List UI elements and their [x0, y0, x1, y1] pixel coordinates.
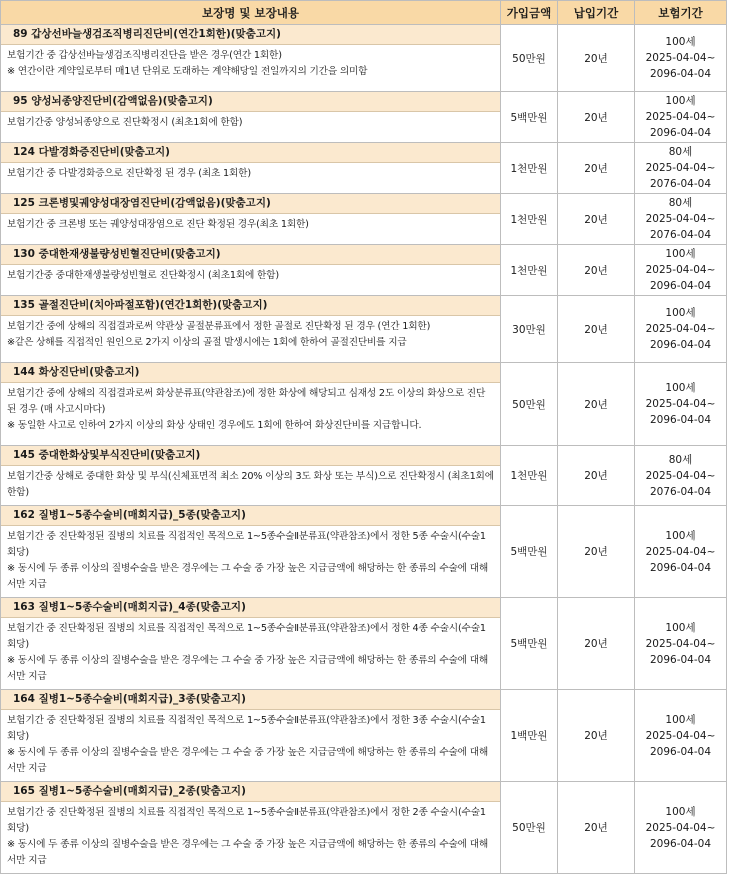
amount-cell: 30만원	[501, 296, 558, 363]
coverage-cell	[1, 92, 501, 143]
coverage-text-line: 보험기간중 양성뇌종양으로 진단확정시 (최초1회에 한함)	[7, 117, 243, 128]
coverage-text-line: 보험기간 중 진단확정된 질병의 치료를 직접적인 목적으로 1~5종수술Ⅱ분류표(약관참조)에서 정한 4종 수술시(수술1회당)	[7, 623, 486, 650]
coverage-title: 164 질병1~5종수술비(매회지급)_3종(맞춤고지)	[1, 690, 500, 710]
period-age: 100세	[665, 713, 696, 726]
amount-cell: 1천만원	[501, 143, 558, 194]
period-end: 2096-04-04	[649, 653, 712, 666]
coverage-title: 163 질병1~5종수술비(매회지급)_4종(맞춤고지)	[1, 598, 500, 618]
period-age: 80세	[668, 197, 693, 209]
coverage-cell	[1, 245, 501, 296]
coverage-content	[1, 802, 500, 873]
table-row	[1, 143, 727, 194]
coverage-content	[1, 466, 500, 505]
coverage-note-line: ※ 동시에 두 종류 이상의 질병수술을 받은 경우에는 그 수술 중 가장 높은 지급금액에 해당하는 한 종류의 수술에 대해서만 지급	[7, 563, 489, 590]
coverage-cell	[1, 782, 501, 874]
insurance-period-cell	[635, 296, 727, 363]
period-age: 100세	[665, 529, 696, 542]
table-row	[1, 194, 727, 245]
payment-period-cell: 20년	[558, 92, 635, 143]
period-start: 2025-04-04~	[645, 821, 716, 834]
period-start: 2025-04-04~	[645, 729, 716, 742]
period-end: 2096-04-04	[649, 127, 712, 139]
table-row	[1, 363, 727, 446]
coverage-text-line: 보험기간중 상해로 중대한 화상 및 부식(신체표면적 최소 20% 이상의 3도 화상 또는 부식)으로 진단확정시 (최초1회에 한함)	[7, 471, 494, 498]
header-subscription-amount: 가입금액	[501, 1, 558, 25]
period-age: 80세	[668, 453, 693, 466]
period-start: 2025-04-04~	[645, 469, 716, 482]
period-start: 2025-04-04~	[645, 323, 716, 335]
insurance-period-cell	[635, 598, 727, 690]
period-age: 80세	[668, 146, 693, 158]
coverage-note-line: ※ 동시에 두 종류 이상의 질병수술을 받은 경우에는 그 수술 중 가장 높은 지급금액에 해당하는 한 종류의 수술에 대해서만 지급	[7, 655, 489, 682]
payment-period-cell: 20년	[558, 245, 635, 296]
table-row	[1, 690, 727, 782]
coverage-title: 135 골절진단비(치아파절포함)(연간1회한)(맞춤고지)	[1, 296, 500, 316]
table-body	[1, 25, 727, 874]
coverage-title: 144 화상진단비(맞춤고지)	[1, 363, 500, 383]
table-row	[1, 245, 727, 296]
payment-period-cell: 20년	[558, 506, 635, 598]
amount-cell: 50만원	[501, 782, 558, 874]
table-row	[1, 506, 727, 598]
table-row	[1, 446, 727, 506]
coverage-note-line: ※ 동시에 두 종류 이상의 질병수술을 받은 경우에는 그 수술 중 가장 높은 지급금액에 해당하는 한 종류의 수술에 대해서만 지급	[7, 747, 489, 774]
insurance-period-cell	[635, 25, 727, 92]
amount-cell: 5백만원	[501, 598, 558, 690]
payment-period-cell: 20년	[558, 143, 635, 194]
payment-period-cell: 20년	[558, 363, 635, 446]
coverage-cell	[1, 194, 501, 245]
amount-cell: 5백만원	[501, 506, 558, 598]
coverage-content	[1, 45, 500, 84]
header-coverage-description: 보장명 및 보장내용	[1, 1, 501, 25]
period-end: 2096-04-04	[649, 68, 712, 80]
coverage-text-line: 보험기간 중 진단확정된 질병의 치료를 직접적인 목적으로 1~5종수술Ⅱ분류표(약관참조)에서 정한 5종 수술시(수술1회당)	[7, 531, 486, 558]
table-header-row	[1, 1, 727, 25]
period-age: 100세	[665, 36, 696, 48]
coverage-note-line: ※ 연간이란 계약일로부터 매1년 단위로 도래하는 계약해당일 전일까지의 기간을 의미함	[7, 66, 368, 77]
coverage-text-line: 보험기간 중에 상해의 직접결과로써 약관상 골절분류표에서 정한 골절로 진단확정 된 경우 (연간 1회한)	[7, 321, 431, 332]
table-row	[1, 598, 727, 690]
period-age: 100세	[665, 382, 696, 394]
period-start: 2025-04-04~	[645, 264, 716, 276]
insurance-period-cell	[635, 194, 727, 245]
coverage-text-line: 보험기간 중에 상해의 직접결과로써 화상분류표(약관참조)에 정한 화상에 해당되고 심재성 2도 이상의 화상으로 진단된 경우 (매 사고시마다)	[7, 388, 486, 415]
amount-cell: 1천만원	[501, 245, 558, 296]
insurance-period-cell	[635, 143, 727, 194]
coverage-title: 130 중대한재생불량성빈혈진단비(맞춤고지)	[1, 245, 500, 265]
coverage-cell	[1, 25, 501, 92]
period-end: 2076-04-04	[649, 229, 712, 241]
period-age: 100세	[665, 307, 696, 319]
insurance-period-cell	[635, 690, 727, 782]
period-age: 100세	[665, 621, 696, 634]
period-age: 100세	[665, 805, 696, 818]
payment-period-cell: 20년	[558, 446, 635, 506]
coverage-text-line: 보험기간 중 진단확정된 질병의 치료를 직접적인 목적으로 1~5종수술Ⅱ분류표(약관참조)에서 정한 2종 수술시(수술1회당)	[7, 807, 486, 834]
coverage-text-line: 보험기간중 중대한재생불량성빈혈로 진단확정시 (최초1회에 한함)	[7, 270, 279, 281]
coverage-note-line: ※같은 상해를 직접적인 원인으로 2가지 이상의 골절 발생시에는 1회에 한하여 골절진단비를 지급	[7, 337, 407, 348]
payment-period-cell: 20년	[558, 25, 635, 92]
coverage-title: 124 다발경화증진단비(맞춤고지)	[1, 143, 500, 163]
amount-cell: 1천만원	[501, 446, 558, 506]
amount-cell: 50만원	[501, 363, 558, 446]
coverage-title: 165 질병1~5종수술비(매회지급)_2종(맞춤고지)	[1, 782, 500, 802]
period-start: 2025-04-04~	[645, 111, 716, 123]
coverage-text-line: 보험기간 중 갑상선바늘생검조직병리진단을 받은 경우(연간 1회한)	[7, 50, 282, 61]
coverage-title: 145 중대한화상및부식진단비(맞춤고지)	[1, 446, 500, 466]
period-end: 2096-04-04	[649, 339, 712, 351]
period-end: 2096-04-04	[649, 745, 712, 758]
coverage-cell	[1, 690, 501, 782]
table-row	[1, 92, 727, 143]
header-payment-period: 납입기간	[558, 1, 635, 25]
insurance-period-cell	[635, 245, 727, 296]
period-end: 2076-04-04	[649, 485, 712, 498]
insurance-period-cell	[635, 446, 727, 506]
coverage-content	[1, 112, 500, 135]
insurance-period-cell	[635, 506, 727, 598]
coverage-content	[1, 618, 500, 689]
period-end: 2076-04-04	[649, 178, 712, 190]
table-row	[1, 25, 727, 92]
period-end: 2096-04-04	[649, 561, 712, 574]
coverage-content	[1, 526, 500, 597]
coverage-cell	[1, 506, 501, 598]
period-start: 2025-04-04~	[645, 398, 716, 410]
payment-period-cell: 20년	[558, 782, 635, 874]
coverage-cell	[1, 363, 501, 446]
coverage-text-line: 보험기간 중 크론병 또는 궤양성대장염으로 진단 확정된 경우(최초 1회한)	[7, 219, 309, 230]
amount-cell: 1백만원	[501, 690, 558, 782]
coverage-text-line: 보험기간 중 다발경화증으로 진단확정 된 경우 (최초 1회한)	[7, 168, 251, 179]
coverage-cell	[1, 598, 501, 690]
insurance-period-cell	[635, 92, 727, 143]
amount-cell: 50만원	[501, 25, 558, 92]
period-start: 2025-04-04~	[645, 213, 716, 225]
period-start: 2025-04-04~	[645, 637, 716, 650]
period-start: 2025-04-04~	[645, 162, 716, 174]
amount-cell: 1천만원	[501, 194, 558, 245]
coverage-cell	[1, 296, 501, 363]
insurance-period-cell	[635, 782, 727, 874]
period-end: 2096-04-04	[649, 837, 712, 850]
table-row	[1, 782, 727, 874]
coverage-title: 89 갑상선바늘생검조직병리진단비(연간1회한)(맞춤고지)	[1, 25, 500, 45]
period-start: 2025-04-04~	[645, 52, 716, 64]
coverage-content	[1, 316, 500, 355]
table-row	[1, 296, 727, 363]
period-age: 100세	[665, 248, 696, 260]
period-age: 100세	[665, 95, 696, 107]
coverage-text-line: 보험기간 중 진단확정된 질병의 치료를 직접적인 목적으로 1~5종수술Ⅱ분류표(약관참조)에서 정한 3종 수술시(수술1회당)	[7, 715, 486, 742]
coverage-content	[1, 710, 500, 781]
coverage-content	[1, 383, 500, 438]
payment-period-cell: 20년	[558, 296, 635, 363]
amount-cell: 5백만원	[501, 92, 558, 143]
coverage-content	[1, 265, 500, 288]
coverage-title: 125 크론병및궤양성대장염진단비(감액없음)(맞춤고지)	[1, 194, 500, 214]
period-start: 2025-04-04~	[645, 545, 716, 558]
header-insurance-period: 보험기간	[635, 1, 727, 25]
coverage-note-line: ※ 동시에 두 종류 이상의 질병수술을 받은 경우에는 그 수술 중 가장 높은 지급금액에 해당하는 한 종류의 수술에 대해서만 지급	[7, 839, 489, 866]
payment-period-cell: 20년	[558, 194, 635, 245]
payment-period-cell: 20년	[558, 598, 635, 690]
coverage-note-line: ※ 동일한 사고로 인하여 2가지 이상의 화상 상태인 경우에도 1회에 한하여 화상진단비를 지급합니다.	[7, 420, 422, 431]
payment-period-cell: 20년	[558, 690, 635, 782]
insurance-period-cell	[635, 363, 727, 446]
coverage-cell	[1, 143, 501, 194]
period-end: 2096-04-04	[649, 280, 712, 292]
coverage-title: 162 질병1~5종수술비(매회지급)_5종(맞춤고지)	[1, 506, 500, 526]
coverage-content	[1, 214, 500, 237]
coverage-cell	[1, 446, 501, 506]
period-end: 2096-04-04	[649, 414, 712, 426]
coverage-title: 95 양성뇌종양진단비(감액없음)(맞춤고지)	[1, 92, 500, 112]
coverage-content	[1, 163, 500, 186]
